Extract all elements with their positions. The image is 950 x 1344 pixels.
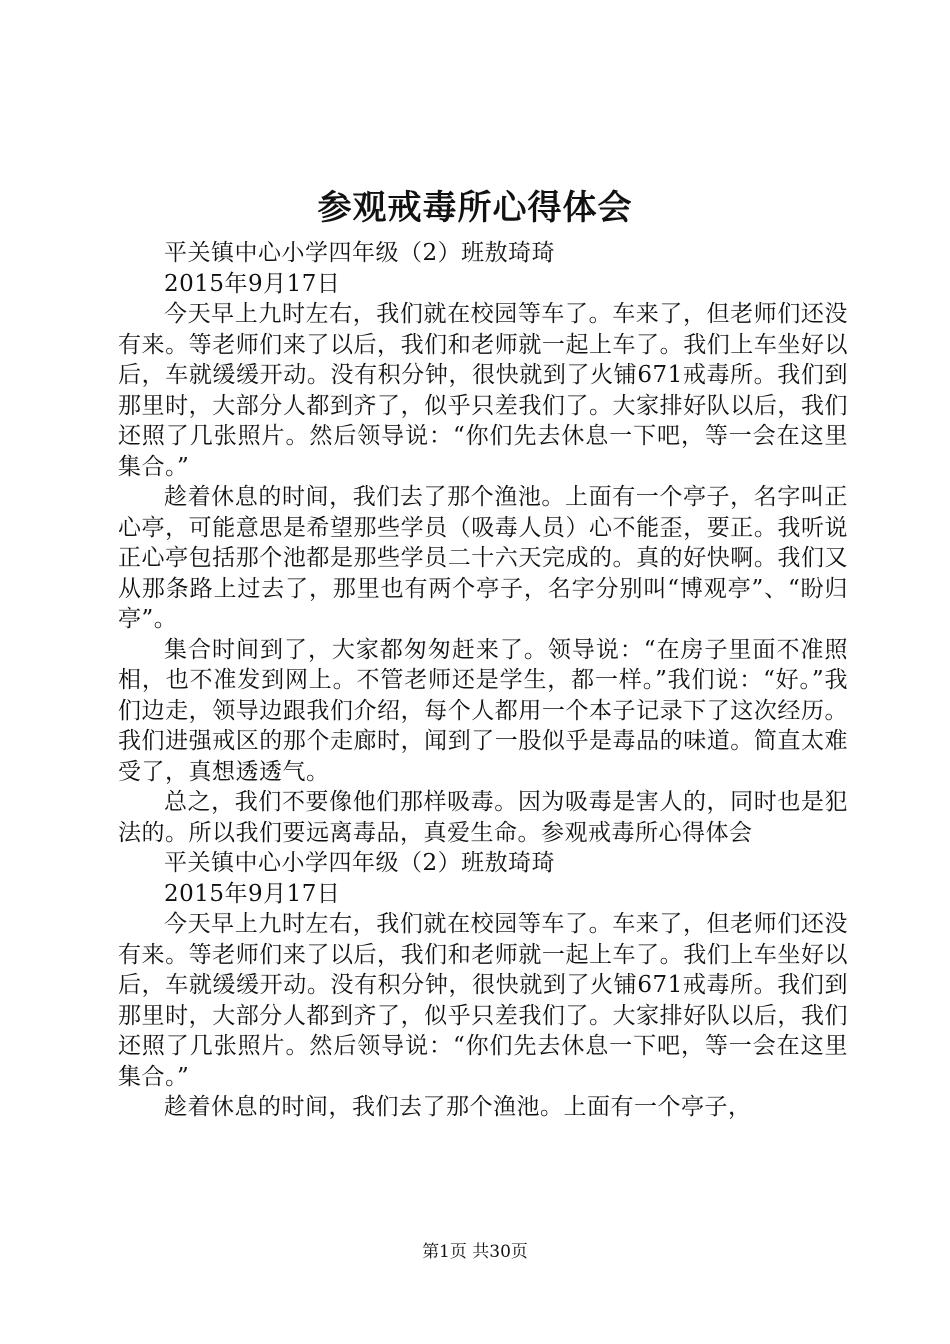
body-paragraph: 趁着休息的时间，我们去了那个渔池。上面有一个亭子， (164, 1094, 752, 1120)
body-paragraph: 今天早上九时左右，我们就在校园等车了。车来了，但老师们还没有来。等老师们来了以后，我们和老师就一起上车了。我们上车坐好以后，车就缓缓开动。没有积分钟，很快就到了火铺671戒毒所。我们到那里时，大部分人都到齐了，似乎只差我们了。大家排好队以后，我们还照了几张照片。然后领导说：“你们先去休息一下吧，等一会在这里集合。” (118, 911, 848, 1090)
document-title: 参观戒毒所心得体会 (317, 188, 633, 228)
author-line: 平关镇中心小学四年级（2）班敖琦琦 (164, 850, 556, 876)
author-line: 平关镇中心小学四年级（2）班敖琦琦 (164, 240, 556, 266)
page-number-footer: 第1页 共30页 (422, 1242, 528, 1262)
date-line: 2015年9月17日 (164, 880, 341, 907)
body-paragraph: 趁着休息的时间，我们去了那个渔池。上面有一个亭子，名字叫正心亭，可能意思是希望那些学员（吸毒人员）心不能歪，要正。我听说正心亭包括那个池都是那些学员二十六天完成的。真的好快啊。我们又从那条路上过去了，那里也有两个亭子，名字分别叫“博观亭”、“盼归亭”。 (118, 484, 848, 632)
document-body (118, 238, 848, 1123)
body-paragraph: 总之，我们不要像他们那样吸毒。因为吸毒是害人的，同时也是犯法的。所以我们要远离毒品，真爱生命。参观戒毒所心得体会 (118, 789, 848, 846)
date-line: 2015年9月17日 (164, 270, 341, 297)
body-paragraph: 集合时间到了，大家都匆匆赶来了。领导说：“在房子里面不准照相，也不准发到网上。不管老师还是学生，都一样。”我们说：“好。”我们边走，领导边跟我们介绍，每个人都用一个本子记录下了这次经历。我们进强戒区的那个走廊时，闻到了一股似乎是毒品的味道。简直太难受了，真想透透气。 (118, 636, 848, 785)
body-paragraph: 今天早上九时左右，我们就在校园等车了。车来了，但老师们还没有来。等老师们来了以后，我们和老师就一起上车了。我们上车坐好以后，车就缓缓开动。没有积分钟，很快就到了火铺671戒毒所。我们到那里时，大部分人都到齐了，似乎只差我们了。大家排好队以后，我们还照了几张照片。然后领导说：“你们先去休息一下吧，等一会在这里集合。” (118, 301, 848, 480)
